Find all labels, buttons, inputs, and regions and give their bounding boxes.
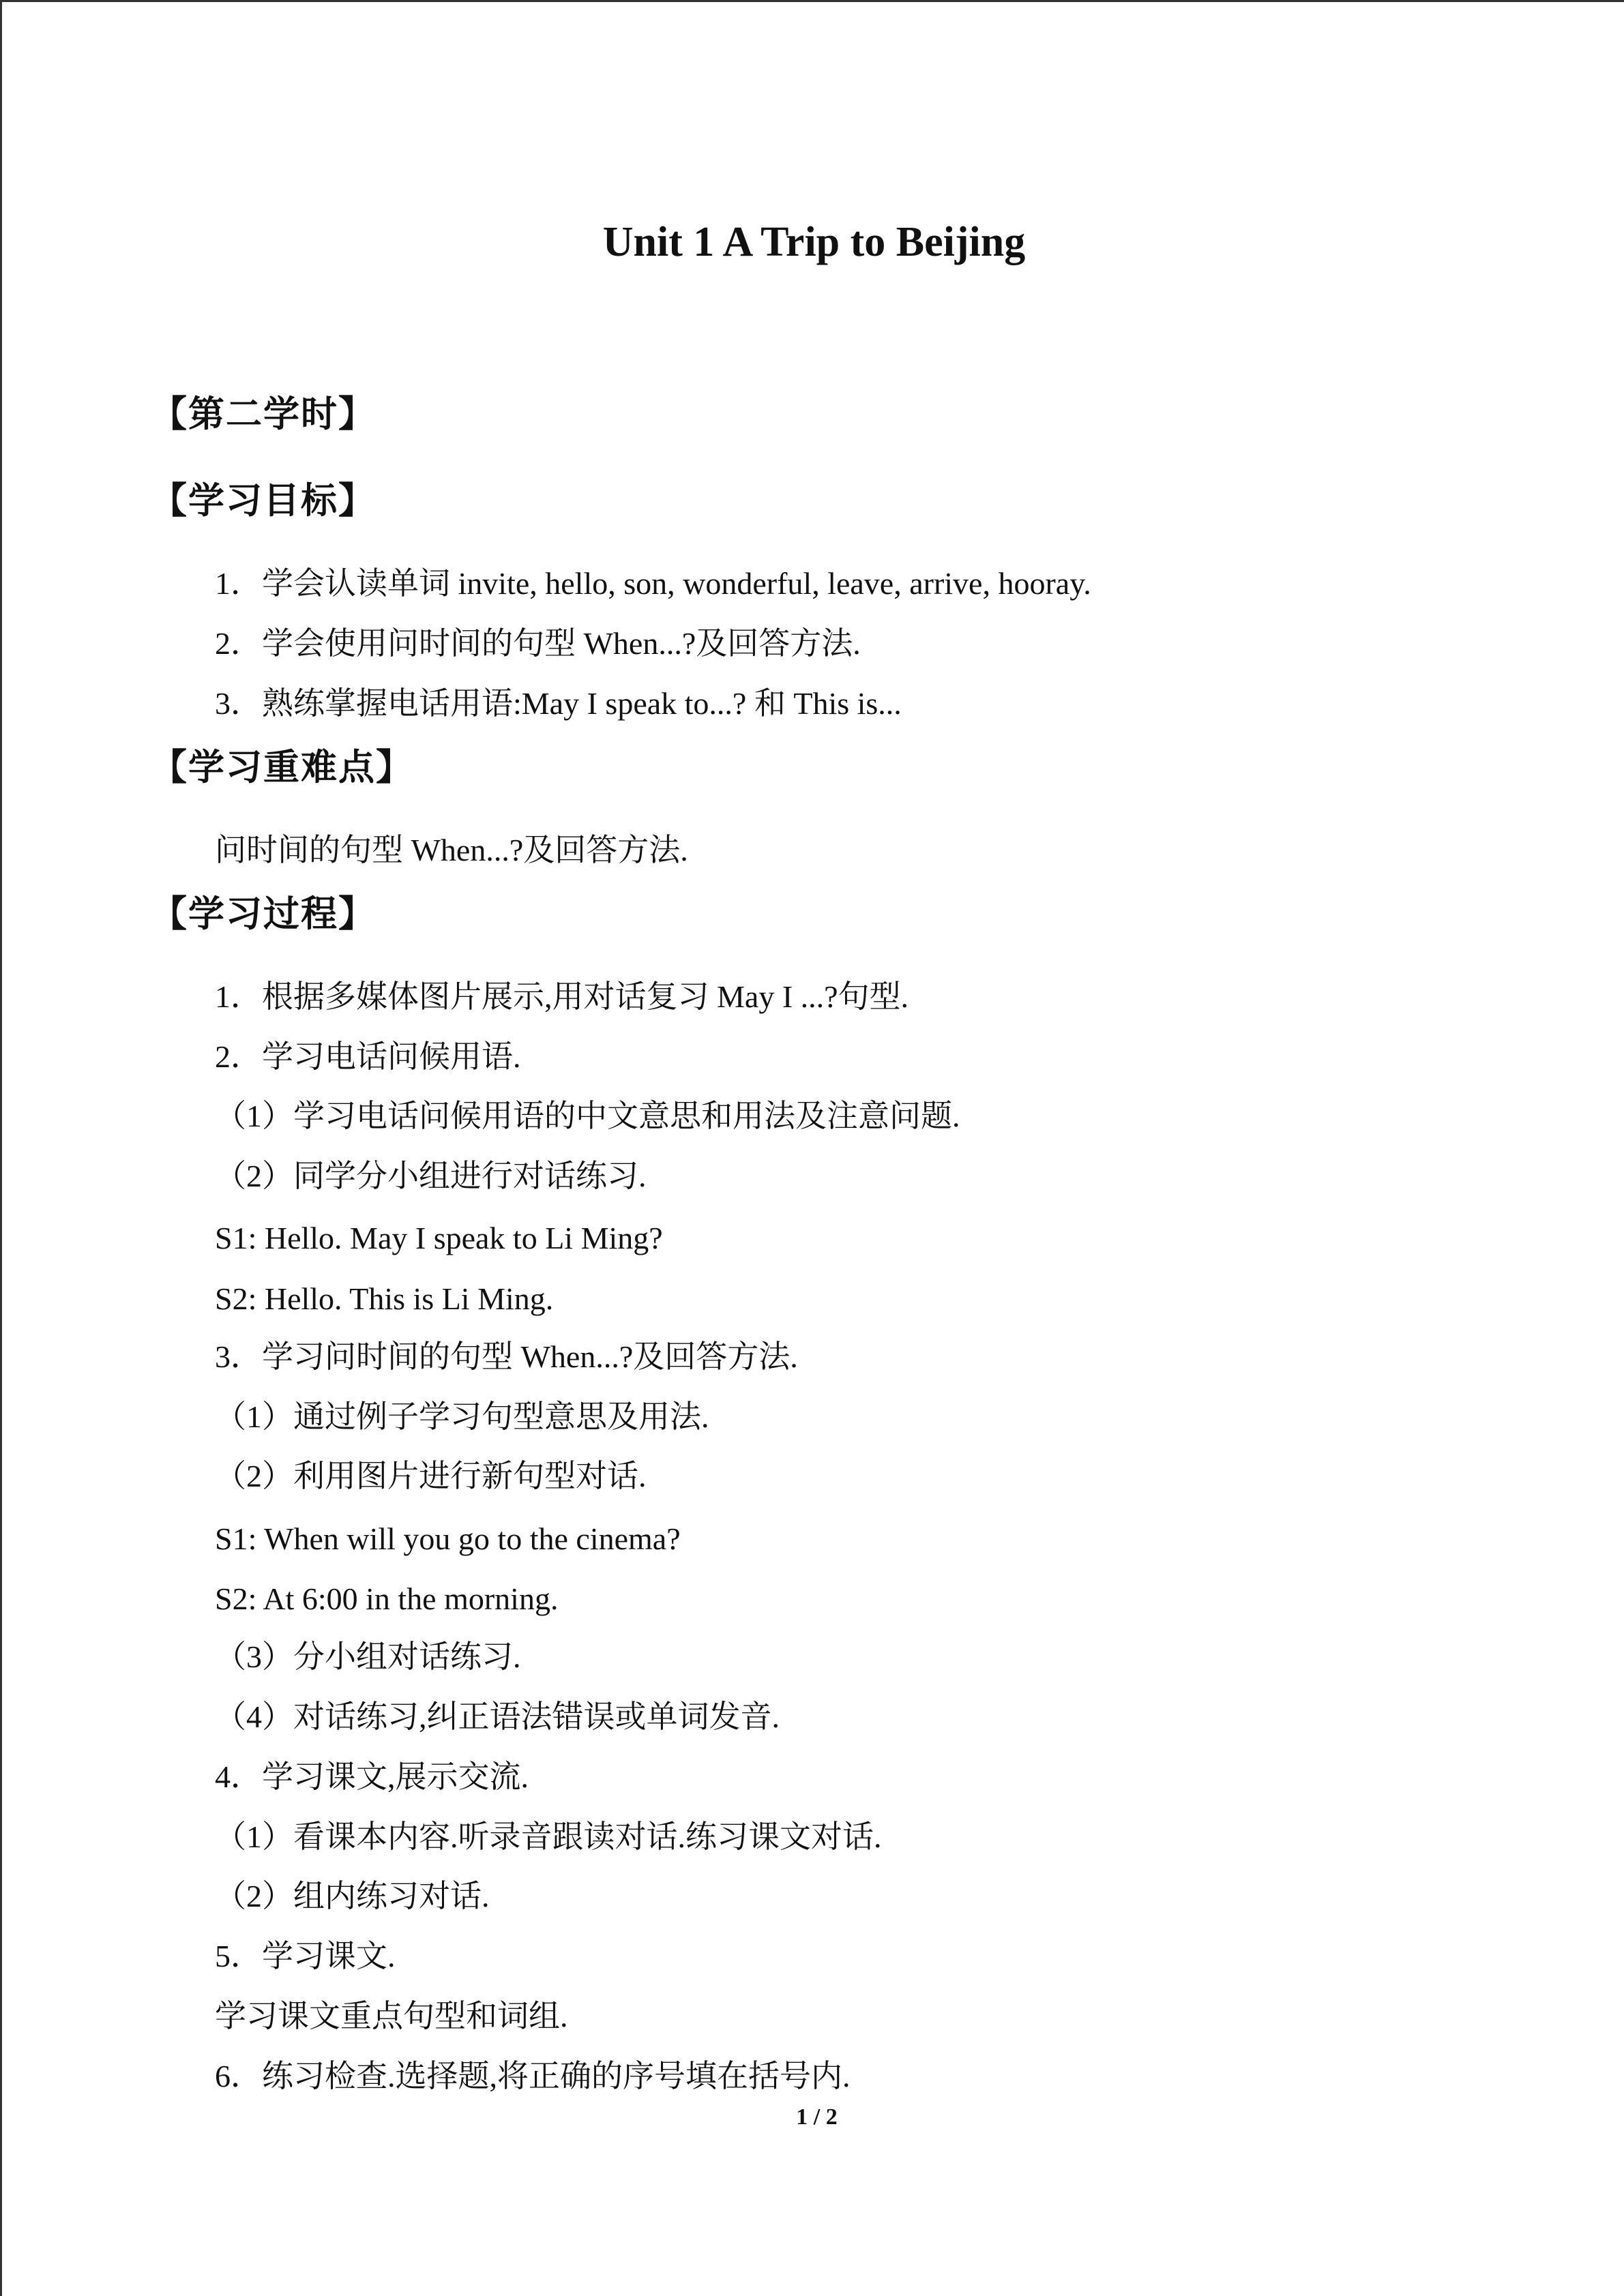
process-line: （1）看课本内容.听录音跟读对话.练习课文对话.	[215, 1819, 882, 1854]
page-number: 1 / 2	[796, 2104, 838, 2130]
process-line: （2）组内练习对话.	[215, 1879, 490, 1913]
document-title: Unit 1 A Trip to Beijing	[602, 219, 1026, 265]
process-line: （1）学习电话问候用语的中文意思和用法及注意问题.	[215, 1099, 960, 1133]
process-line: 2．学习电话问候用语.	[215, 1039, 521, 1074]
key-points-heading: 【学习重难点】	[151, 747, 413, 788]
process-line: 学习课文重点句型和词组.	[215, 1999, 568, 2033]
process-line: （2）利用图片进行新句型对话.	[215, 1459, 647, 1493]
process-line: （1）通过例子学习句型意思及用法.	[215, 1399, 709, 1434]
process-line: S2: Hello. This is Li Ming.	[215, 1281, 554, 1316]
process-line: （4）对话练习,纠正语法错误或单词发音.	[215, 1699, 780, 1734]
process-line: S1: When will you go to the cinema?	[215, 1521, 681, 1556]
process-line: 3．学习问时间的句型 When...?及回答方法.	[215, 1339, 798, 1374]
objectives-heading: 【学习目标】	[151, 480, 376, 522]
objective-item: 2．学会使用问时间的句型 When...?及回答方法.	[215, 626, 861, 661]
process-line: 6．练习检查.选择题,将正确的序号填在括号内.	[215, 2059, 851, 2093]
objective-item: 1．学会认读单词 invite, hello, son, wonderful, leave, arrive, hooray.	[215, 566, 1091, 601]
process-line: （2）同学分小组进行对话练习.	[215, 1159, 647, 1193]
process-line: 1．根据多媒体图片展示,用对话复习 May I ...?句型.	[215, 979, 909, 1014]
key-points-text: 问时间的句型 When...?及回答方法.	[215, 833, 688, 867]
process-line: S2: At 6:00 in the morning.	[215, 1581, 559, 1616]
process-line: （3）分小组对话练习.	[215, 1639, 521, 1674]
objective-item: 3．熟练掌握电话用语:May I speak to...? 和 This is...	[215, 686, 902, 721]
process-heading: 【学习过程】	[151, 893, 376, 935]
process-line: S1: Hello. May I speak to Li Ming?	[215, 1221, 663, 1255]
process-line: 4．学习课文,展示交流.	[215, 1759, 529, 1794]
process-line: 5．学习课文.	[215, 1939, 396, 1973]
lesson-heading: 【第二学时】	[151, 393, 376, 435]
